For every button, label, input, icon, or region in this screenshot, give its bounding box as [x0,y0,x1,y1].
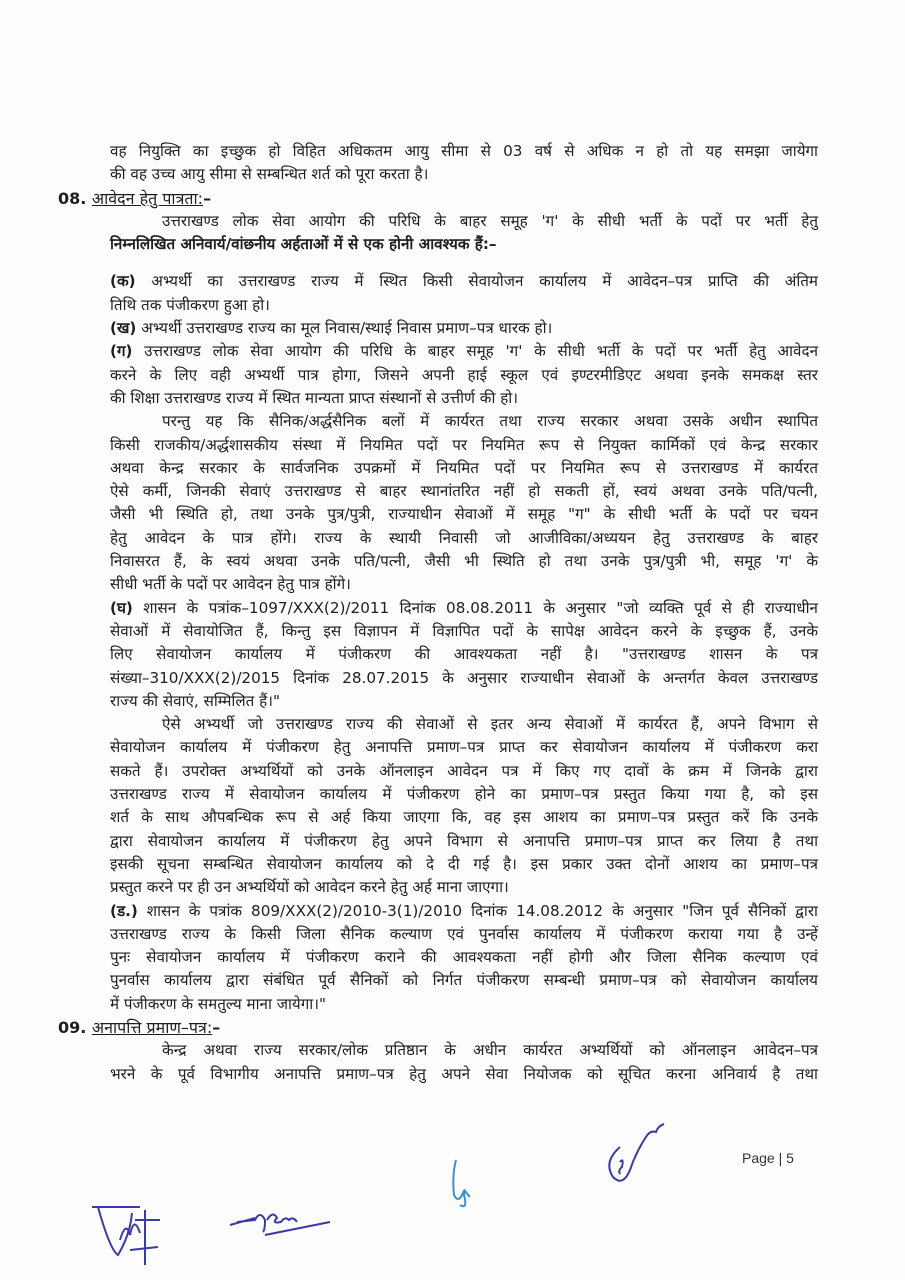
clause-ka-label: (क) [110,272,136,291]
other-line-3: सकते हैं। उपरोक्त अभ्यर्थियों को उनके ऑनलाइन आवेदन पत्र में किए गए दावों के क्रम में जिनके द्वारा [110,761,818,780]
clause-gha-line-4: संख्या–310/XXX(2)/2015 दिनांक 28.07.2015 के अनुसार राज्याधीन सेवाओं के अन्तर्गत केवल उत्तराखण्ड [110,668,818,687]
clause-kha-line-1: (ख) अभ्यर्थी उत्तराखण्ड राज्य का मूल निवास/स्थाई निवास प्रमाण–पत्र धारक हो। [110,319,553,338]
other-line-5: शर्त के साथ औपबन्धिक रूप से अर्ह किया जाएगा कि, वह इस आशय का प्रमाण–पत्र प्रस्तुत करें कि उनके [110,808,818,827]
clause-ga-line-3: की शिक्षा उत्तराखण्ड राज्य में स्थित मान्यता प्राप्त संस्थानों से उत्तीर्ण की हो। [110,388,518,407]
clause-gha-label: (घ) [110,598,133,617]
proviso-line-7: निवासरत हैं, के स्वयं अथवा उनके पति/पत्नी, जैसी भी स्थिति हो तथा उनके पुत्र/पुत्री भी, समूह 'ग' के [110,552,818,571]
page-content [58,140,818,1086]
section-09-line-2: भरने के पूर्व विभागीय अनापत्ति प्रमाण–पत्र हेतु अपने सेवा नियोजक को सूचित करना अनिवार्य है तथा [110,1064,818,1083]
section-08-lead-1: उत्तराखण्ड लोक सेवा आयोग की परिधि के बाहर समूह 'ग' के सीधी भर्ती के पदों पर भर्ती हेतु [162,211,818,230]
clause-nga-line-5: में पंजीकरण के समतुल्य माना जायेगा।" [110,994,326,1013]
proviso-line-5: जैसी भी स्थिति हो, तथा उनके पुत्र/पुत्री, राज्याधीन सेवाओं में समूह "ग" के सीधी भर्ती के पदों पर चयन [110,505,818,524]
proviso-line-6: हेतु आवेदन के पात्र होंगे। राज्य के स्थायी निवासी जो आजीविका/अध्ययन हेतु उत्तराखण्ड के बाहर [110,528,818,547]
intro-line-1: वह नियुक्ति का इच्छुक हो विहित अधिकतम आयु सीमा से 03 वर्ष से अधिक न हो तो यह समझा जायेगा [110,142,818,160]
proviso-line-8: सीधी भर्ती के पदों पर आवेदन हेतु पात्र होंगे। [110,575,351,594]
signature-2-icon [225,1200,335,1240]
page-number: Page | 5 [742,1150,794,1166]
section-09-number: 09. [58,1017,87,1037]
clause-nga-line-2: उत्तराखण्ड राज्य के किसी जिला सैनिक कल्याण एवं पुनर्वास कार्यालय में पंजीकरण कराया गया है उन्हें [110,924,818,943]
section-09-title: अनापत्ति प्रमाण–पत्र: [91,1017,213,1037]
proviso-line-1: परन्तु यह कि सैनिक/अर्द्धसैनिक बलों में कार्यरत तथा राज्य सरकार अथवा उसके अधीन स्थापित [162,412,818,431]
proviso-line-2: किसी राजकीय/अर्द्धशासकीय संस्था में नियमित पदों पर नियमित रूप से नियुक्त कार्मिकों एवं केन्द्र सरकार [110,435,818,454]
other-line-7: इसकी सूचना सम्बन्धित सेवायोजन कार्यालय को दे दी गई है। इस प्रकार उक्त दोनों आशय का प्रमाण–पत्र [110,854,818,873]
section-08-suffix: – [203,188,212,208]
section-08-heading [58,187,818,210]
clause-nga-label: (ड.) [110,901,138,920]
section-08-title: आवेदन हेतु पात्रता: [91,188,204,208]
section-09-heading [58,1016,818,1039]
clause-nga-line-3: पुनः सेवायोजन कार्यालय में पंजीकरण कराने की आवश्यकता नहीं होगी और जिला सैनिक कल्याण एवं [110,948,818,967]
clause-ga-line-2: करने के लिए वही अभ्यर्थी पात्र होगा, जिसने अपनी हाई स्कूल एवं इण्टरमीडिएट अथवा इनके समकक्ष स्तर [110,365,818,384]
clause-ga-label: (ग) [110,342,133,361]
clause-gha-line-3: लिए सेवायोजन कार्यालय में पंजीकरण की आवश्यकता नहीं है। "उत्तराखण्ड शासन के पत्र [110,645,818,664]
section-09-line-1: केन्द्र अथवा राज्य सरकार/लोक प्रतिष्ठान के अधीन कार्यरत अभ्यर्थियों को ऑनलाइन आवेदन–पत्र [162,1041,818,1060]
clause-nga-line-4: पुनर्वास कार्यालय द्वारा संबंधित पूर्व सैनिकों को निर्गत पंजीकरण सम्बन्धी प्रमाण–पत्र को सेवायोजन कार्यालय [110,971,818,990]
section-09-suffix: – [212,1017,221,1037]
other-line-2: सेवायोजन कार्यालय में पंजीकरण हेतु अनापत्ति प्रमाण–पत्र प्राप्त कर सेवायोजन कार्यालय में पंजीकरण करा [110,738,818,757]
clause-gha-line-5: राज्य की सेवाएं, सम्मिलित हैं।" [110,691,280,710]
clause-ga-line-1: (ग) उत्तराखण्ड लोक सेवा आयोग की परिधि के बाहर समूह 'ग' के सीधी भर्ती के पदों पर भर्ती हेतु आवेदन [110,342,818,361]
proviso-line-3: अथवा केन्द्र सरकार के सार्वजनिक उपक्रमों में नियमित पदों पर नियमित रूप से उत्तराखण्ड में कार्यरत [110,458,818,477]
section-08-lead-2: निम्नलिखित अनिवार्य/वांछनीय अर्हताओं में से एक होनी आवश्यक हैं:– [110,235,497,254]
clause-nga-line-1: (ड.) शासन के पत्रांक 809/XXX(2)/2010-3(1)/2010 दिनांक 14.08.2012 के अनुसार "जिन पूर्व सैनिकों द्वारा [110,901,818,920]
clause-gha-line-2: सेवाओं में सेवायोजित हैं, किन्तु इस विज्ञापन में विज्ञापित पदों के सापेक्ष आवेदन करने के इच्छुक हैं, उनके [110,621,818,640]
signature-4-icon [598,1122,668,1187]
other-line-1: ऐसे अभ्यर्थी जो उत्तराखण्ड राज्य की सेवाओं से इतर अन्य सेवाओं में कार्यरत हैं, अपने विभाग से [162,715,818,734]
proviso-line-4: ऐसे कर्मी, जिनकी सेवाएं उत्तराखण्ड से बाहर स्थानांतरित नहीं हो सकती हों, स्वयं अथवा उनके पति/पत्नी, [110,482,818,501]
signature-1-icon [90,1195,170,1270]
intro-line-2: की वह उच्च आयु सीमा से सम्बन्धित शर्त को पूरा करता है। [110,165,429,184]
signature-3-icon [448,1155,483,1210]
section-08-number: 08. [58,188,87,208]
other-line-4: उत्तराखण्ड राज्य में सेवायोजन कार्यालय में पंजीकरण होने का प्रमाण–पत्र प्रस्तुत किया गया है, को इस [110,785,818,804]
clause-ka-line-2: तिथि तक पंजीकरण हुआ हो। [110,295,270,314]
clause-kha-label: (ख) [110,319,137,338]
clause-ka-line-1: (क) अभ्यर्थी का उत्तराखण्ड राज्य में स्थित किसी सेवायोजन कार्यालय में आवेदन–पत्र प्राप्ति की अंतिम [110,272,818,291]
other-line-6: द्वारा सेवायोजन कार्यालय में पंजीकरण हेतु अपने विभाग से अनापत्ति प्रमाण–पत्र प्राप्त कर लिया है तथा [110,831,818,850]
other-line-8: प्रस्तुत करने पर ही उन अभ्यर्थियों को आवेदन करने हेतु अर्ह माना जाएगा। [110,878,509,897]
clause-gha-line-1: (घ) शासन के पत्रांक–1097/XXX(2)/2011 दिनांक 08.08.2011 के अनुसार "जो व्यक्ति पूर्व से ही राज्याधीन [110,598,818,617]
